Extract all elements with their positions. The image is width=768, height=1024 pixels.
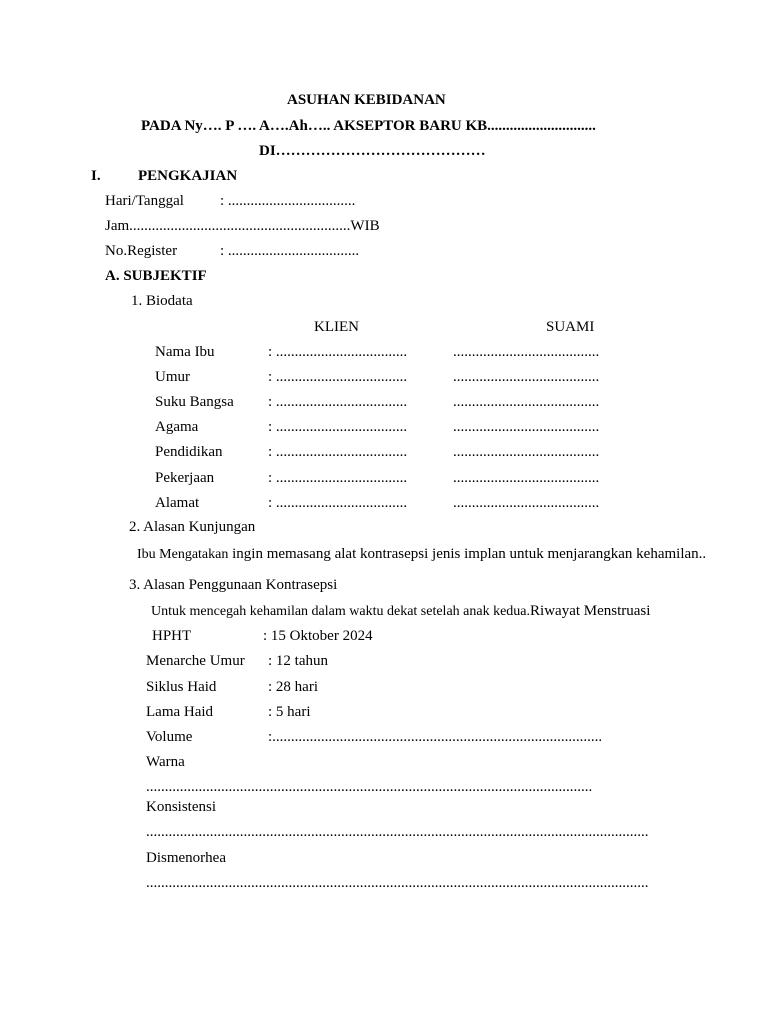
alasan-kunjungan-text-a: Ibu Mengatakan [137,547,229,562]
volume-label: Volume [146,729,193,745]
no-register-value: : ................................... [220,243,360,259]
document-title: ASUHAN KEBIDANAN [287,92,446,108]
biodata-klien-value: : ................................... [268,394,408,410]
alasan-penggunaan-text-a: Untuk mencegah kehamilan dalam waktu dekat setelah anak kedua. [151,604,531,619]
biodata-label: Pendidikan [155,444,223,460]
siklus-value: : 28 hari [268,679,318,695]
alasan-kunjungan-text [137,545,706,564]
menarche-label: Menarche Umur [146,653,245,669]
biodata-klien-value: : ................................... [268,369,408,385]
col-klien-header: KLIEN [314,319,359,335]
biodata-suami-value: ....................................... [453,344,600,360]
biodata-label: Umur [155,369,190,385]
section-number: I. [91,168,101,184]
biodata-klien-value: : ................................... [268,495,408,511]
warna-value: ....................................................................................................................... [146,779,593,795]
konsistensi-label: Konsistensi [146,799,217,815]
biodata-klien-value: : ................................... [268,419,408,435]
alasan-penggunaan-heading: 3. Alasan Penggunaan Kontrasepsi [129,577,338,593]
hpht-value: : 15 Oktober 2024 [263,628,373,644]
dismenorhea-label: Dismenorhea [146,850,226,866]
dismenorhea-value: ...................................................................................................................................... [146,875,649,891]
no-register-label: No.Register [105,243,178,259]
biodata-label: Pekerjaan [155,470,215,486]
biodata-suami-value: ....................................... [453,394,600,410]
warna-label: Warna [146,754,185,770]
biodata-label: Suku Bangsa [155,394,234,410]
biodata-suami-value: ....................................... [453,495,600,511]
biodata-label: Alamat [155,495,200,511]
lama-haid-value: : 5 hari [268,704,311,720]
konsistensi-value: ...................................................................................................................................... [146,824,649,840]
hari-tanggal-value: : .................................. [220,193,356,209]
alasan-kunjungan-heading: 2. Alasan Kunjungan [129,519,256,535]
document-location: DI…………………………………… [259,143,486,159]
biodata-suami-value: ....................................... [453,444,600,460]
biodata-klien-value: : ................................... [268,344,408,360]
volume-value: :........................................................................................ [268,729,603,745]
biodata-suami-value: ....................................... [453,419,600,435]
biodata-suami-value: ....................................... [453,369,600,385]
section-title: PENGKAJIAN [138,168,238,184]
alasan-kunjungan-text-b: ingin memasang alat kontrasepsi jenis implan untuk menjarangkan kehamilan.. [232,546,707,562]
siklus-label: Siklus Haid [146,679,217,695]
biodata-label: Nama Ibu [155,344,215,360]
biodata-suami-value: ....................................... [453,470,600,486]
hpht-label: HPHT [152,628,192,644]
hari-tanggal-label: Hari/Tanggal [105,193,184,209]
alasan-penggunaan-text [151,602,650,621]
riwayat-menstruasi-heading: Riwayat Menstruasi [530,603,651,619]
biodata-klien-value: : ................................... [268,444,408,460]
document-subtitle: PADA Ny…. P …. A….Ah….. AKSEPTOR BARU KB............................. [141,118,596,134]
biodata-klien-value: : ................................... [268,470,408,486]
lama-haid-label: Lama Haid [146,704,214,720]
biodata-label: Agama [155,419,199,435]
jam-field: Jam...........................................................WIB [105,218,380,234]
biodata-heading: 1. Biodata [131,293,193,309]
col-suami-header: SUAMI [546,319,595,335]
menarche-value: : 12 tahun [268,653,328,669]
subjektif-heading: A. SUBJEKTIF [105,268,207,284]
